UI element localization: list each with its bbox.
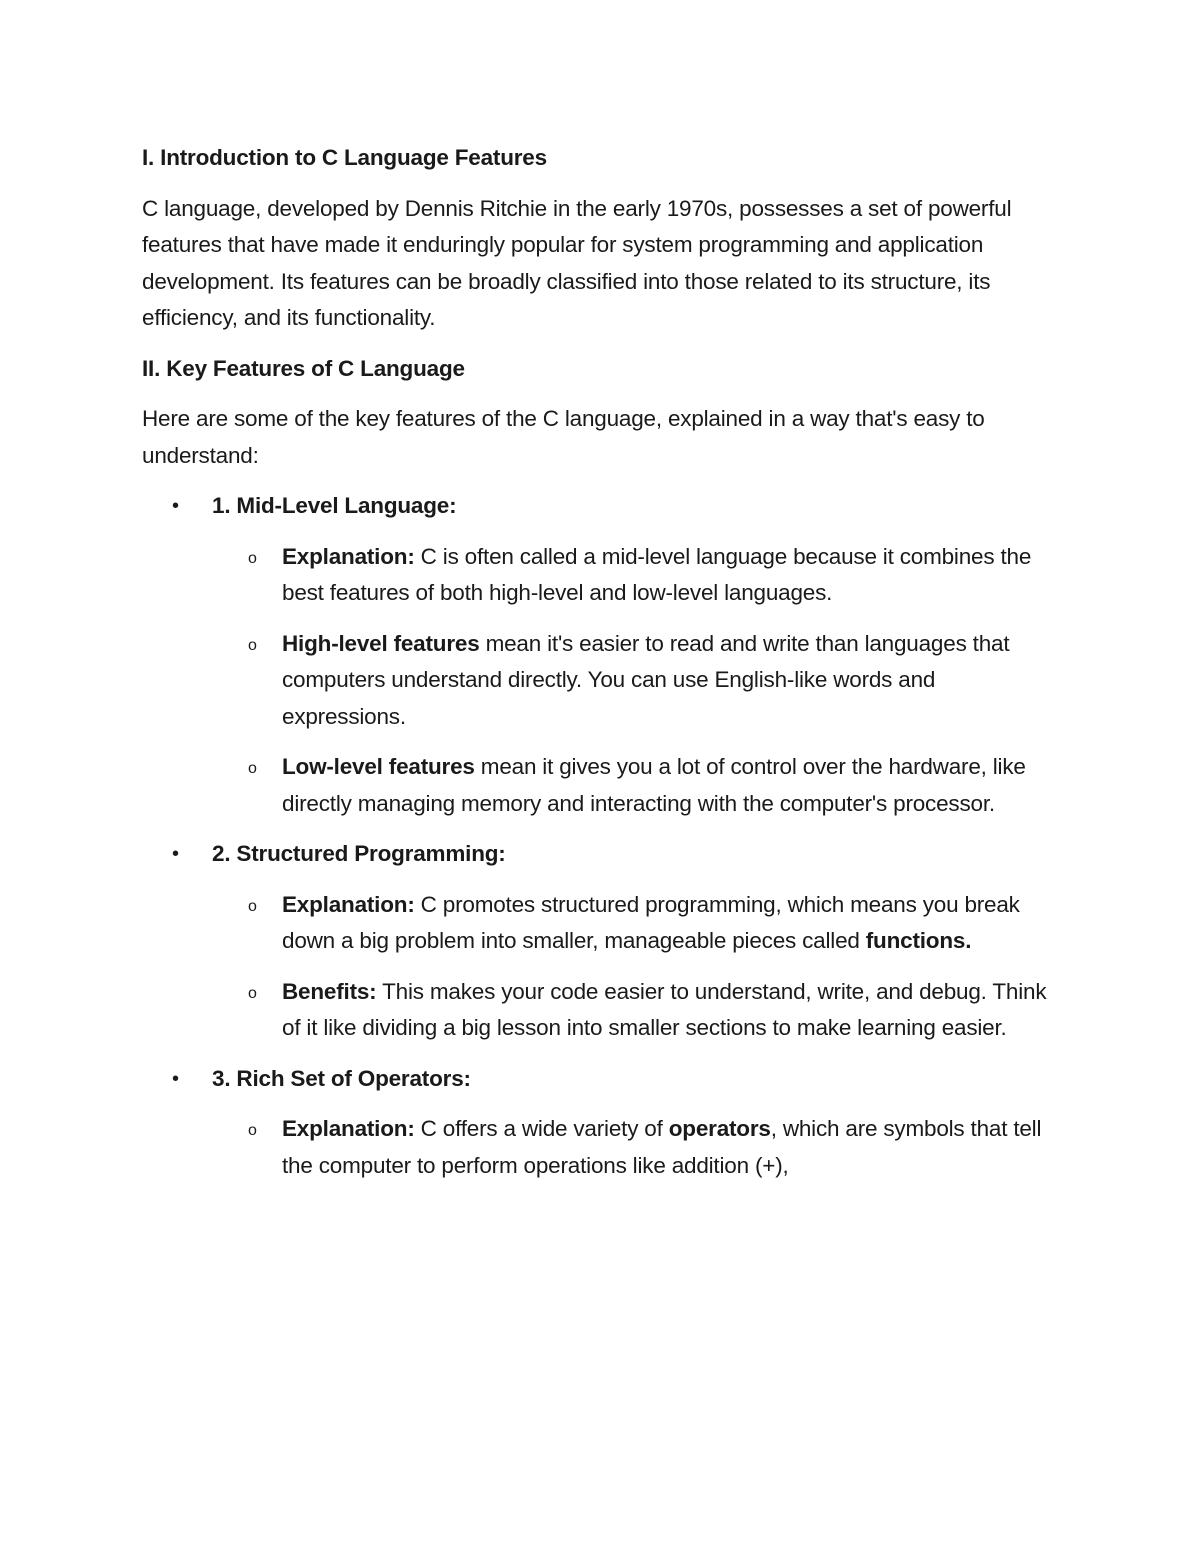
features-list [142, 488, 1062, 1184]
bullet-circle-icon: o [248, 984, 257, 1002]
bullet-dot-icon: • [172, 843, 179, 865]
feature-title: 1. Mid-Level Language: [212, 493, 457, 518]
feature-point [212, 887, 1062, 960]
point-text: mean it gives you a lot of control over the hardware, like directly managing memory and interacting with the computer's processor. [282, 754, 1026, 816]
point-text: C offers a wide variety of [414, 1116, 669, 1141]
feature-points [212, 887, 1062, 1047]
bullet-dot-icon: • [172, 1067, 179, 1090]
bullet-circle-icon: o [248, 636, 257, 654]
feature-point [212, 749, 1062, 822]
point-label: Benefits: [282, 978, 377, 1004]
point-label: Explanation: [282, 891, 415, 917]
bullet-dot-icon: • [172, 495, 179, 517]
feature-point [212, 626, 1062, 736]
point-text: This makes your code easier to understand, write, and debug. Think of it like dividing a big lesson into smaller sections to make learning easier. [282, 978, 1047, 1040]
bullet-circle-icon: o [248, 760, 257, 777]
section-heading-introduction: I. Introduction to C Language Features [142, 145, 547, 170]
point-tail: , which are symbols that tell the computer to perform operations like addition (+), [282, 1116, 1042, 1178]
feature-item-operators [142, 1061, 1062, 1185]
feature-points [212, 539, 1062, 823]
point-text: C promotes structured programming, which means you break down a big problem into smaller, manageable pieces called [282, 891, 1020, 953]
feature-point [212, 1111, 1062, 1184]
feature-title: 2. Structured Programming: [212, 841, 506, 866]
point-emphasis: operators [668, 1116, 771, 1141]
feature-item-mid-level [142, 488, 1062, 822]
point-label: Low-level features [282, 754, 475, 779]
point-label: Explanation: [282, 543, 415, 569]
point-label: High-level features [282, 630, 480, 656]
section-heading-key-features: II. Key Features of C Language [142, 355, 465, 381]
feature-point [212, 539, 1062, 612]
point-emphasis: functions [865, 928, 966, 953]
bullet-circle-icon: o [248, 897, 257, 915]
feature-item-structured-programming [142, 836, 1062, 1047]
point-text: mean it's easier to read and write than languages that computers understand directly. You can use English-like words and expressions. [282, 630, 1010, 729]
bullet-circle-icon: o [248, 549, 257, 567]
feature-title: 3. Rich Set of Operators: [212, 1065, 471, 1091]
feature-point [212, 974, 1062, 1047]
introduction-paragraph: C language, developed by Dennis Ritchie in the early 1970s, possesses a set of powerful features that have made it enduringly popular for system programming and application development. Its features can be broadly classified into those related to its structure, its efficiency, and its functionality. [142, 195, 1012, 330]
point-tail: . [965, 928, 972, 953]
bullet-circle-icon: o [248, 1122, 257, 1139]
point-text: C is often called a mid-level language because it combines the best features of both high-level and low-level languages. [282, 543, 1032, 605]
key-features-intro: Here are some of the key features of the C language, explained in a way that's easy to understand: [142, 406, 985, 468]
point-label: Explanation: [282, 1116, 415, 1141]
document-content [142, 140, 1062, 1198]
feature-points [212, 1111, 1062, 1184]
